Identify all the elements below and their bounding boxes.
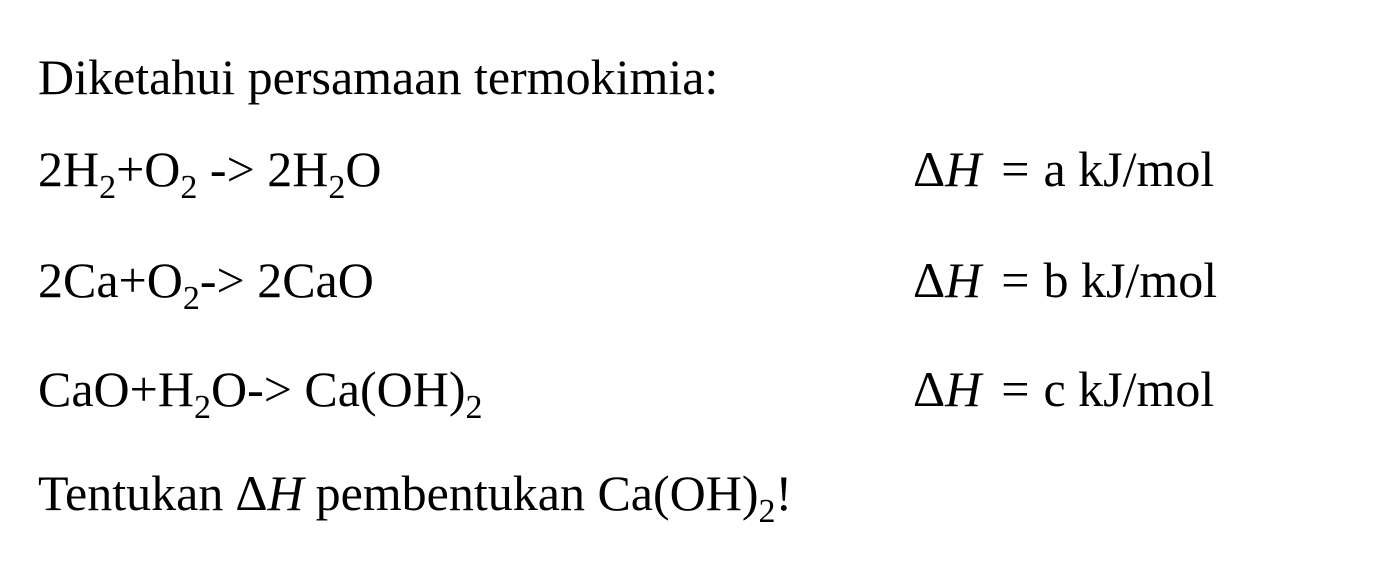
eq-text: O-> Ca(OH) [210, 361, 466, 417]
enthalpy-symbol: H [945, 141, 982, 197]
question-text [38, 465, 793, 530]
eq-subscript: 2 [465, 389, 483, 426]
eq-text: 2Ca+O [38, 252, 183, 308]
delta-symbol: Δ [913, 361, 946, 417]
delta-symbol: Δ [235, 465, 268, 521]
eq-text: -> 2H [197, 141, 329, 197]
eq-text: 2H [38, 141, 100, 197]
eq-text: +O [116, 141, 181, 197]
delta-symbol: Δ [913, 252, 946, 308]
delta-symbol: Δ [913, 141, 946, 197]
equals-sign: = [1001, 361, 1030, 417]
reaction-1-equation [38, 141, 382, 206]
eq-subscript: 2 [182, 280, 200, 317]
eq-text: -> 2CaO [199, 252, 374, 308]
eq-subscript: 2 [328, 169, 346, 206]
intro-text: Diketahui persamaan termokimia: [38, 49, 719, 105]
equals-sign: = [1001, 252, 1030, 308]
reaction-3-enthalpy [913, 361, 1215, 417]
reaction-1-enthalpy [913, 141, 1215, 197]
eq-text: CaO+H [38, 361, 194, 417]
enthalpy-symbol: H [945, 252, 982, 308]
question-lead: Tentukan [38, 465, 224, 521]
reaction-3-equation [38, 361, 483, 426]
enthalpy-value: c kJ/mol [1043, 361, 1215, 417]
enthalpy-symbol: H [267, 465, 304, 521]
enthalpy-value: b kJ/mol [1043, 252, 1218, 308]
equals-sign: = [1001, 141, 1030, 197]
enthalpy-symbol: H [945, 361, 982, 417]
enthalpy-value: a kJ/mol [1043, 141, 1215, 197]
reaction-2-enthalpy [913, 252, 1218, 308]
question-body: pembentukan Ca(OH) [315, 465, 759, 521]
eq-subscript: 2 [99, 169, 117, 206]
eq-subscript: 2 [180, 169, 198, 206]
eq-text: O [345, 141, 382, 197]
eq-subscript: 2 [758, 493, 776, 530]
reaction-2-equation [38, 252, 374, 317]
question-end: ! [775, 465, 793, 521]
eq-subscript: 2 [193, 389, 211, 426]
